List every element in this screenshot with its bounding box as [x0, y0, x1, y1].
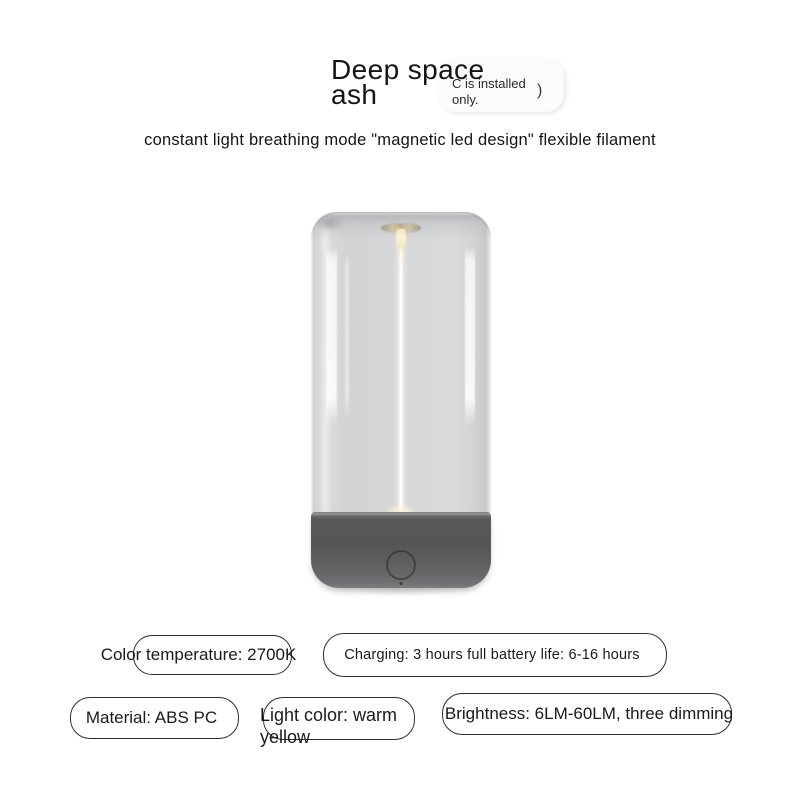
led-filament: [400, 238, 403, 513]
spec-pill-charging: [323, 633, 667, 677]
spec-pill-label: Light color: warm yellow: [260, 705, 398, 747]
led-connector: [397, 229, 406, 247]
spec-pill-label: Charging: 3 hours full battery life: 6-16 hours: [344, 647, 640, 663]
product-subtitle: constant light breathing mode "magnetic led design" flexible filament: [144, 131, 656, 149]
power-indicator-dot: [400, 582, 403, 585]
glass-highlight-left-inner: [345, 254, 349, 421]
spec-pill-material: [70, 697, 239, 739]
product-image: [311, 212, 491, 588]
glass-highlight-right: [465, 246, 475, 426]
spec-pill-label: Material: ABS PC: [85, 708, 218, 727]
spec-pill-label: Color temperature: 2700K: [100, 645, 297, 664]
spec-pill-brightness: [442, 693, 732, 735]
spec-pill-label: Brightness: 6LM-60LM, three dimming: [444, 704, 734, 723]
product-title: Deep space ash: [331, 54, 485, 110]
note-close-paren: ): [537, 82, 543, 99]
power-button-icon: [386, 550, 416, 580]
installation-note: C is installed only.: [452, 76, 526, 107]
spec-pill-light-color: [260, 697, 415, 747]
spec-pill-color-temperature: [100, 635, 297, 675]
glass-highlight-left: [326, 246, 337, 426]
